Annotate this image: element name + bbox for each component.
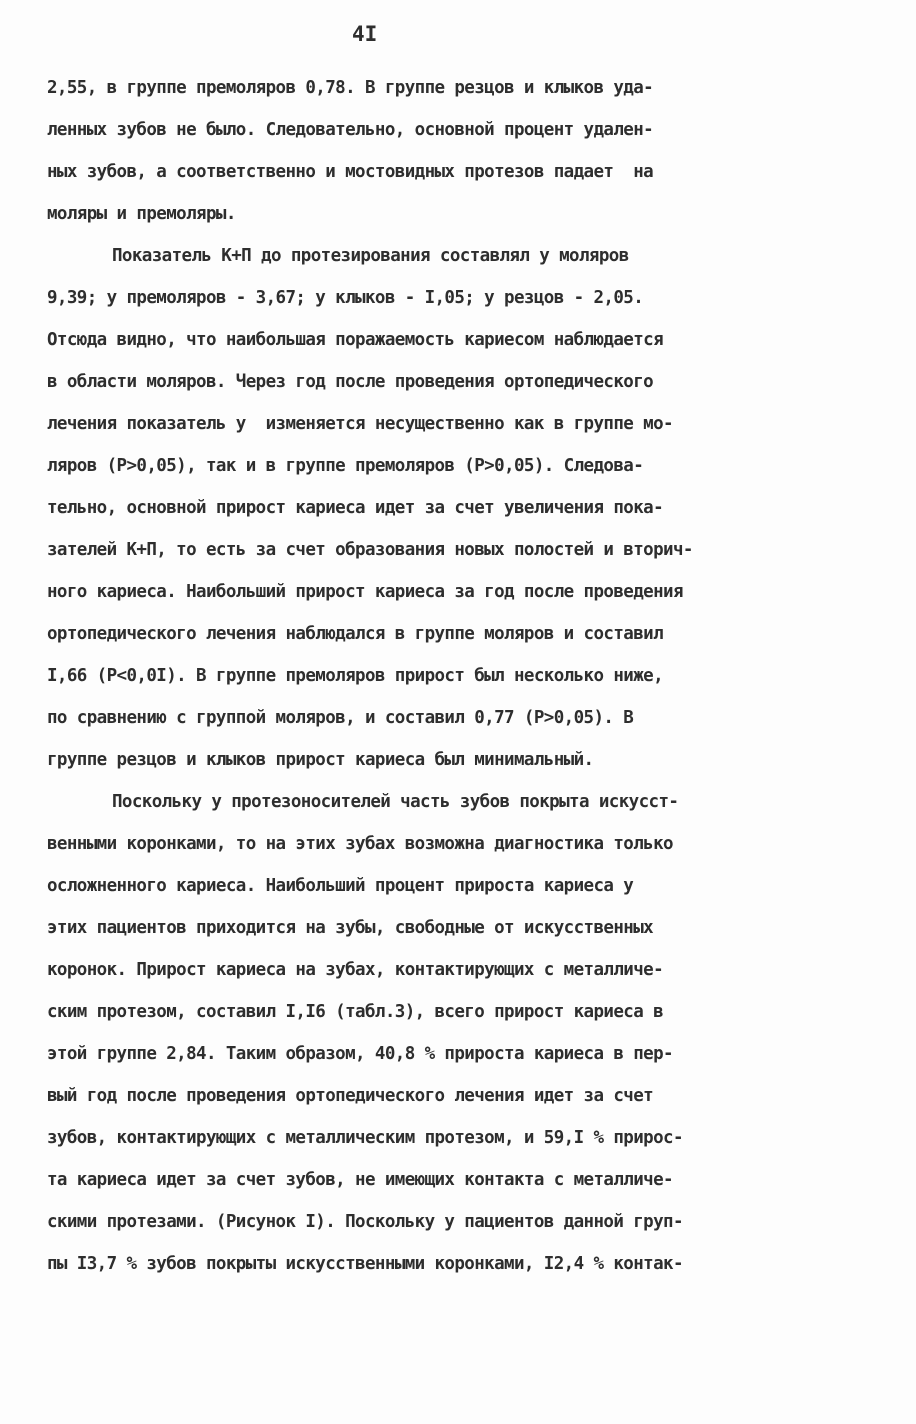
text-line: скими протезами. (Рисунок I). Поскольку у пациентов данной груп- bbox=[47, 1212, 683, 1232]
text-line: пы I3,7 % зубов покрыты искусственными коронками, I2,4 % контак- bbox=[47, 1254, 683, 1274]
page-number: 4I bbox=[352, 22, 378, 46]
text-line: венными коронками, то на этих зубах возможна диагностика только bbox=[47, 834, 673, 854]
text-line: та кариеса идет за счет зубов, не имеющих контакта с металличе- bbox=[47, 1170, 673, 1190]
text-line: коронок. Прирост кариеса на зубах, контактирующих с металличе- bbox=[47, 960, 664, 980]
text-line: 2,55, в группе премоляров 0,78. В группе резцов и клыков уда- bbox=[47, 78, 654, 98]
text-line: моляры и премоляры. bbox=[47, 204, 236, 224]
text-line: группе резцов и клыков прирост кариеса был минимальный. bbox=[47, 750, 594, 770]
paragraph-start-line: Показатель К+П до протезирования составлял у моляров bbox=[112, 246, 629, 266]
text-line: ленных зубов не было. Следовательно, основной процент удален- bbox=[47, 120, 654, 140]
text-line: тельно, основной прирост кариеса идет за счет увеличения пока- bbox=[47, 498, 664, 518]
text-line: осложненного кариеса. Наибольший процент прироста кариеса у bbox=[47, 876, 634, 896]
text-line: ским протезом, составил I,I6 (табл.3), всего прирост кариеса в bbox=[47, 1002, 664, 1022]
text-line: зубов, контактирующих с металлическим протезом, и 59,I % прирос- bbox=[47, 1128, 683, 1148]
text-line: Отсюда видно, что наибольшая поражаемость кариесом наблюдается bbox=[47, 330, 664, 350]
text-line: в области моляров. Через год после проведения ортопедического bbox=[47, 372, 654, 392]
text-line: этих пациентов приходится на зубы, свободные от искусственных bbox=[47, 918, 654, 938]
text-line: по сравнению с группой моляров, и составил 0,77 (P>0,05). В bbox=[47, 708, 634, 728]
paragraph-start-line: Поскольку у протезоносителей часть зубов покрыта искусст- bbox=[112, 792, 679, 812]
text-line: вый год после проведения ортопедического лечения идет за счет bbox=[47, 1086, 654, 1106]
text-line: ляров (P>0,05), так и в группе премоляров (P>0,05). Следова- bbox=[47, 456, 644, 476]
text-line: ного кариеса. Наибольший прирост кариеса за год после проведения bbox=[47, 582, 683, 602]
text-line: зателей К+П, то есть за счет образования новых полостей и вторич- bbox=[47, 540, 693, 560]
text-line: этой группе 2,84. Таким образом, 40,8 % прироста кариеса в пер- bbox=[47, 1044, 673, 1064]
text-line: ортопедического лечения наблюдался в группе моляров и составил bbox=[47, 624, 664, 644]
text-line: 9,39; у премоляров - 3,67; у клыков - I,05; у резцов - 2,05. bbox=[47, 288, 644, 308]
text-line: ных зубов, а соответственно и мостовидных протезов падает на bbox=[47, 162, 654, 182]
text-line: I,66 (P<0,0I). В группе премоляров прирост был несколько ниже, bbox=[47, 666, 664, 686]
text-line: лечения показатель у изменяется несущественно как в группе мо- bbox=[47, 414, 673, 434]
